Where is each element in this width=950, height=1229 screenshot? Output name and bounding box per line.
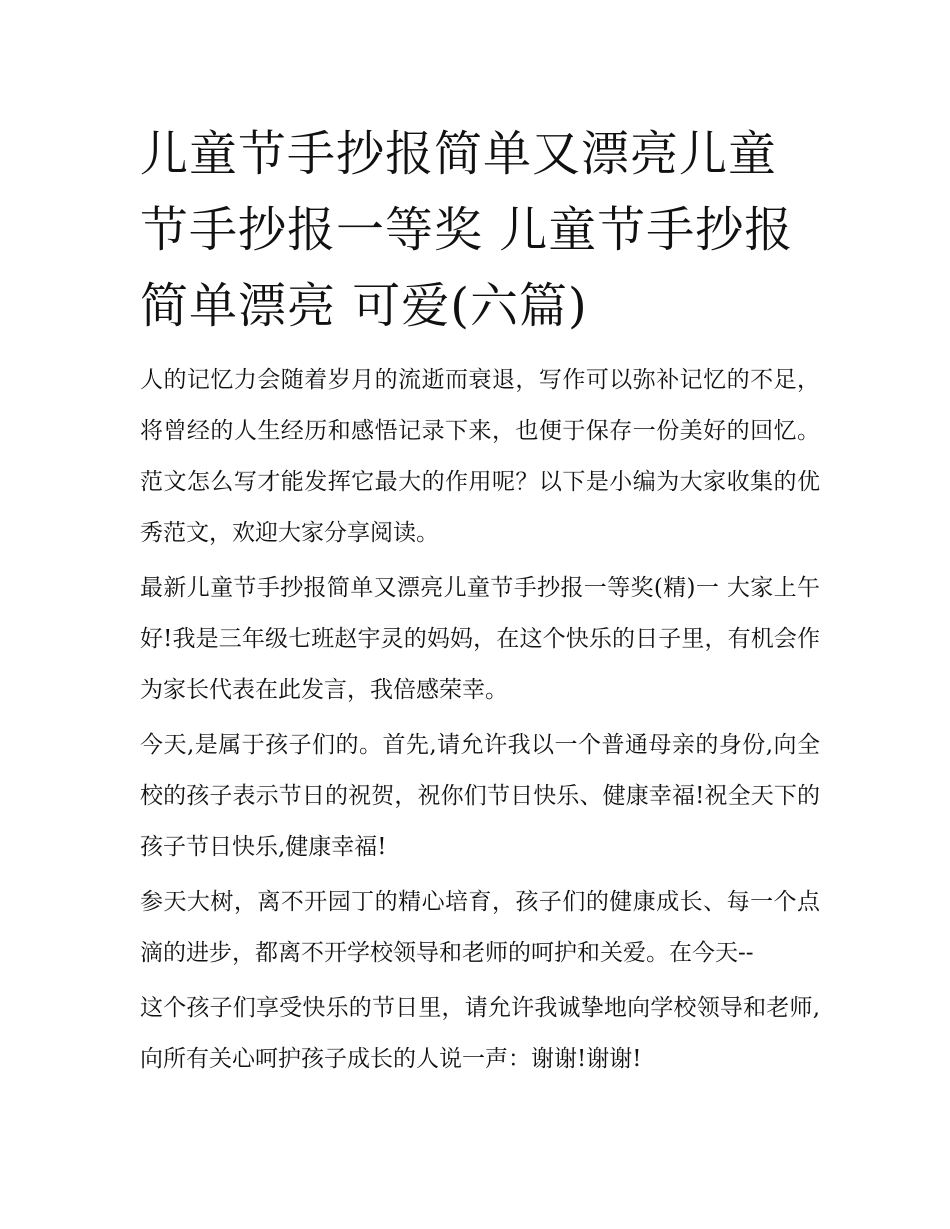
gratitude-paragraph: 参天大树，离不开园丁的精心培育，孩子们的健康成长、每一个点滴的进步，都离不开学校领导和老师的呵护和关爱。在今天-- [140,889,820,966]
document-body [140,355,820,1089]
greeting-paragraph: 最新儿童节手抄报简单又漂亮儿童节手抄报一等奖(精)一 大家上午好!我是三年级七班赵宇灵的妈妈，在这个快乐的日子里，有机会作为家长代表在此发言，我倍感荣幸。 [140,575,820,703]
intro-paragraph: 人的记忆力会随着岁月的流逝而衰退，写作可以弥补记忆的不足，将曾经的人生经历和感悟记录下来，也便于保存一份美好的回忆。范文怎么写才能发挥它最大的作用呢？以下是小编为大家收集的优秀范文，欢迎大家分享阅读。 [140,367,820,546]
thanks-paragraph: 这个孩子们享受快乐的节日里，请允许我诚挚地向学校领导和老师,向所有关心呵护孩子成长的人说一声：谢谢!谢谢! [140,995,820,1072]
document-title: 儿童节手抄报简单又漂亮儿童节手抄报一等奖 儿童节手抄报简单漂亮 可爱(六篇) [140,126,794,334]
wishes-paragraph: 今天,是属于孩子们的。首先,请允许我以一个普通母亲的身份,向全校的孩子表示节日的祝贺，祝你们节日快乐、健康幸福!祝全天下的孩子节日快乐,健康幸福! [140,732,820,860]
